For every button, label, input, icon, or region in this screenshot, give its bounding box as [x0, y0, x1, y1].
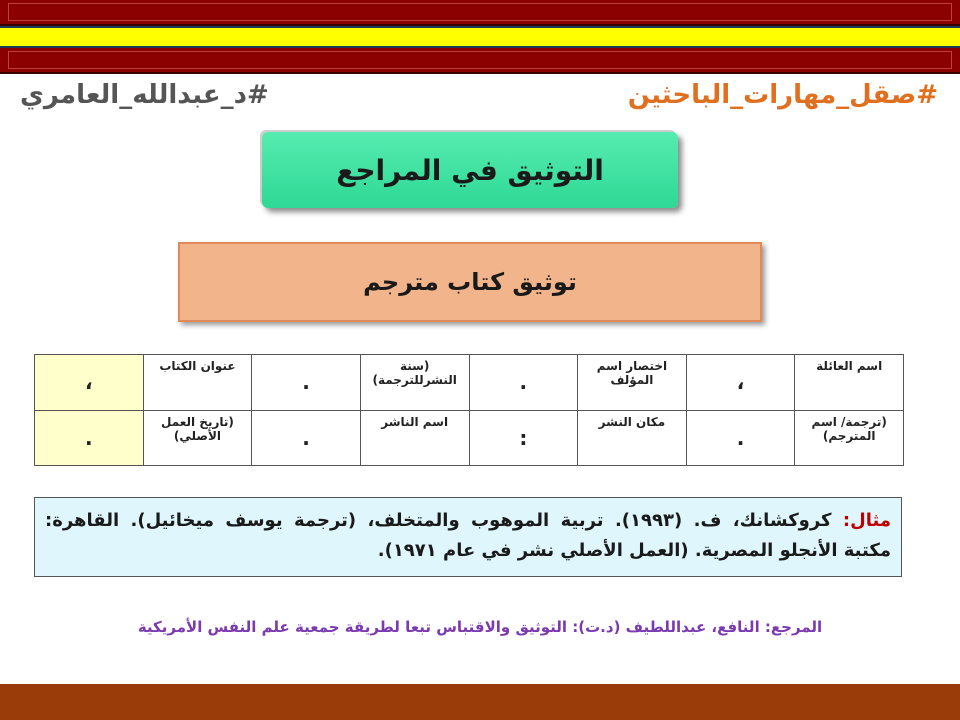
hashtag-author: #د_عبدالله_العامري — [20, 80, 269, 110]
example-box — [34, 497, 902, 577]
table-cell: عنوان الكتاب — [143, 355, 252, 411]
slide-title: التوثيق في المراجع — [262, 132, 678, 208]
table-cell: مكان النشر — [578, 410, 687, 466]
table-cell-separator: ، — [35, 355, 144, 411]
table-cell-separator: ، — [686, 355, 795, 411]
top-banner-red — [0, 0, 960, 26]
table-cell-separator: : — [469, 410, 578, 466]
bottom-banner — [0, 684, 960, 720]
citation-format-table — [34, 354, 904, 466]
reference-note: المرجع: النافع، عبداللطيف (د.ت): التوثيق والاقتباس تبعا لطريقة جمعية علم النفس الأمريكية — [137, 618, 823, 636]
top-banner-red-lower — [0, 48, 960, 74]
example-label: مثال: — [842, 510, 891, 531]
table-cell-separator: . — [35, 410, 144, 466]
table-cell-separator: . — [686, 410, 795, 466]
table-cell-separator: . — [252, 355, 361, 411]
table-cell: اسم العائلة — [795, 355, 904, 411]
hashtag-skills: #صقل_مهارات_الباحثين — [627, 80, 938, 110]
table-cell: (تاريخ العمل الأصلي) — [143, 410, 252, 466]
top-banner-yellow — [0, 26, 960, 48]
table-cell: (سنة النشرللترجمة) — [360, 355, 469, 411]
table-row — [35, 410, 904, 466]
table-cell: اسم الناشر — [360, 410, 469, 466]
table-cell: (ترجمة/ اسم المترجم) — [795, 410, 904, 466]
slide-subtitle: توثيق كتاب مترجم — [178, 242, 762, 322]
example-text: كروكشانك، ف. (١٩٩٣). تربية الموهوب والمتخلف، (ترجمة يوسف ميخائيل). القاهرة: مكتبة الأنجلو المصرية. (العمل الأصلي نشر في عام ١٩٧١). — [45, 510, 891, 561]
table-cell: اختصار اسم المؤلف — [578, 355, 687, 411]
table-cell-separator: . — [469, 355, 578, 411]
table-row — [35, 355, 904, 411]
table-cell-separator: . — [252, 410, 361, 466]
